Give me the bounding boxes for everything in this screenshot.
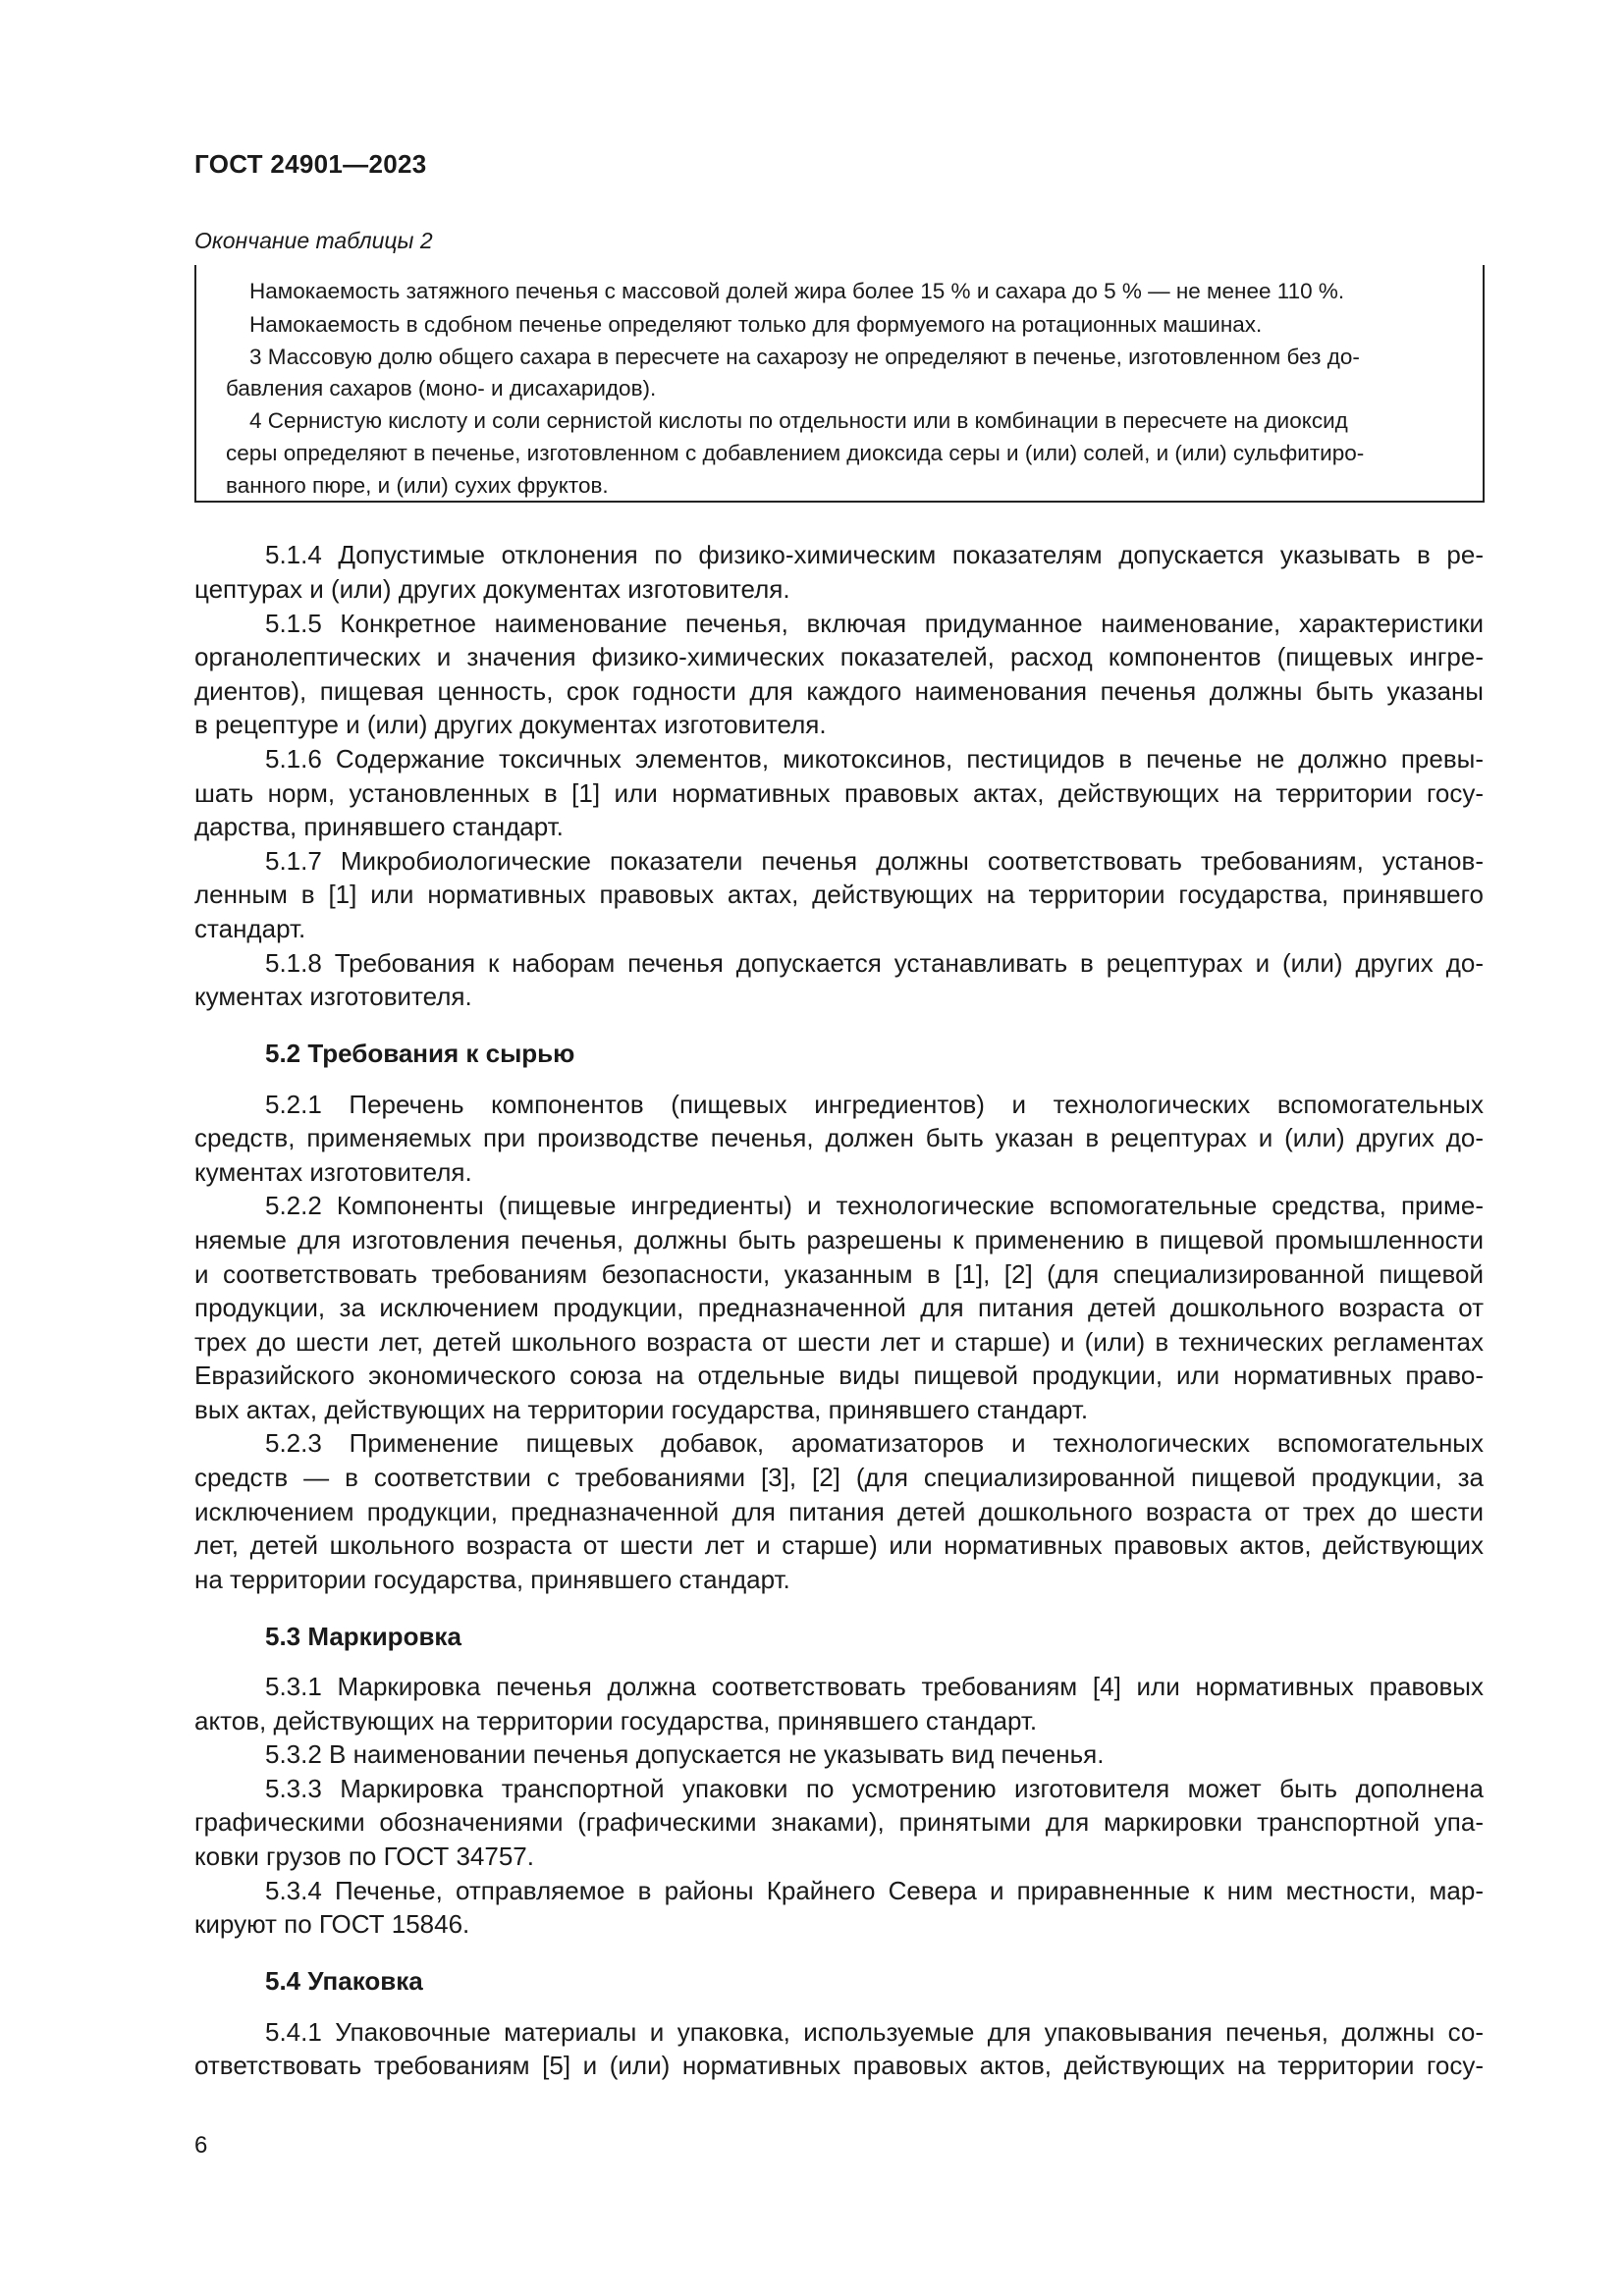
table-note-line: серы определяют в печенье, изготовленном с добавлением диоксида серы и (или) солей, и (или) сульфитиро-: [226, 441, 1365, 465]
paragraph-line: лет, детей школьного возраста от шести лет и старше) или нормативных правовых актов, действующих: [194, 1530, 1484, 1560]
table-note-line: бавления сахаров (моно- и дисахаридов).: [226, 376, 657, 400]
paragraph-line: 5.1.5 Конкретное наименование печенья, включая придуманное наименование, характеристики: [265, 609, 1484, 638]
paragraph-line: стандарт.: [194, 914, 306, 943]
paragraph-line: ленным в [1] или нормативных правовых актах, действующих на территории государства, принявшего: [194, 880, 1484, 909]
paragraph-line: на территории государства, принявшего стандарт.: [194, 1565, 790, 1594]
paragraph-line: 5.1.8 Требования к наборам печенья допускается устанавливать в рецептурах и (или) других до-: [265, 948, 1484, 978]
section-heading: 5.3 Маркировка: [265, 1622, 461, 1651]
paragraph-line: продукции, за исключением продукции, предназначенной для питания детей дошкольного возраста от: [194, 1293, 1484, 1322]
paragraph-line: кументах изготовителя.: [194, 982, 472, 1011]
document-id: ГОСТ 24901—2023: [194, 149, 427, 179]
paragraph-line: 5.1.6 Содержание токсичных элементов, микотоксинов, пестицидов в печенье не должно превы-: [265, 744, 1484, 774]
paragraph-line: ответствовать требованиям [5] и (или) нормативных правовых актов, действующих на территории госу-: [194, 2051, 1484, 2080]
paragraph-line: средств, применяемых при производстве печенья, должен быть указан в рецептурах и (или) других до-: [194, 1123, 1484, 1152]
paragraph-line: кументах изготовителя.: [194, 1157, 472, 1187]
paragraph-line: дарства, принявшего стандарт.: [194, 812, 564, 841]
table-note-line: 4 Сернистую кислоту и соли сернистой кислоты по отдельности или в комбинации в пересчете на диоксид: [249, 408, 1348, 433]
paragraph-line: ковки грузов по ГОСТ 34757.: [194, 1842, 534, 1871]
table-note-line: ванного пюре, и (или) сухих фруктов.: [226, 473, 609, 498]
paragraph-line: графическими обозначениями (графическими знаками), принятыми для маркировки транспортной упа-: [194, 1807, 1484, 1837]
paragraph-line: 5.1.7 Микробиологические показатели печенья должны соответствовать требованиям, установ-: [265, 846, 1484, 876]
paragraph-line: средств — в соответствии с требованиями [3], [2] (для специализированной пищевой продукции, за: [194, 1463, 1484, 1492]
paragraph-line: 5.4.1 Упаковочные материалы и упаковка, используемые для упаковывания печенья, должны со-: [265, 2017, 1484, 2047]
paragraph-line: няемые для изготовления печенья, должны быть разрешены к применению в пищевой промышленности: [194, 1225, 1484, 1255]
paragraph-line: в рецептуре и (или) других документах изготовителя.: [194, 710, 827, 739]
table-caption: Окончание таблицы 2: [194, 228, 433, 253]
paragraph-line: 5.2.1 Перечень компонентов (пищевых ингредиентов) и технологических вспомогательных: [265, 1090, 1484, 1119]
paragraph-line: 5.1.4 Допустимые отклонения по физико-химическим показателям допускается указывать в ре-: [265, 540, 1484, 569]
paragraph-line: актов, действующих на территории государства, принявшего стандарт.: [194, 1706, 1038, 1735]
paragraph-line: 5.3.1 Маркировка печенья должна соответствовать требованиям [4] или нормативных правовых: [265, 1672, 1484, 1701]
paragraph-line: и соответствовать требованиям безопасности, указанным в [1], [2] (для специализированной пищевой: [194, 1259, 1484, 1289]
paragraph-line: вых актах, действующих на территории государства, принявшего стандарт.: [194, 1395, 1089, 1424]
table-note-line: Намокаемость затяжного печенья с массовой долей жира более 15 % и сахара до 5 % — не менее 110 %.: [249, 279, 1345, 303]
paragraph-line: 5.3.3 Маркировка транспортной упаковки по усмотрению изготовителя может быть дополнена: [265, 1774, 1484, 1803]
paragraph-line: диентов), пищевая ценность, срок годности для каждого наименования печенья должны быть указаны: [194, 676, 1484, 706]
paragraph-line: 5.3.2 В наименовании печенья допускается не указывать вид печенья.: [265, 1739, 1105, 1769]
section-heading: 5.4 Упаковка: [265, 1966, 423, 1996]
paragraph-line: цептурах и (или) других документах изготовителя.: [194, 574, 790, 604]
paragraph-line: 5.2.3 Применение пищевых добавок, ароматизаторов и технологических вспомогательных: [265, 1428, 1484, 1458]
paragraph-line: исключением продукции, предназначенной для питания детей дошкольного возраста от трех до шести: [194, 1497, 1484, 1526]
paragraph-line: 5.2.2 Компоненты (пищевые ингредиенты) и технологические вспомогательные средства, приме-: [265, 1191, 1484, 1220]
section-heading: 5.2 Требования к сырью: [265, 1039, 575, 1068]
paragraph-line: органолептических и значения физико-химических показателей, расход компонентов (пищевых ингре-: [194, 642, 1484, 671]
paragraph-line: трех до шести лет, детей школьного возраста от шести лет и старше) и (или) в технических регламентах: [194, 1327, 1484, 1357]
paragraph-line: 5.3.4 Печенье, отправляемое в районы Крайнего Севера и приравненные к ним местности, мар-: [265, 1876, 1484, 1905]
paragraph-line: кируют по ГОСТ 15846.: [194, 1909, 470, 1939]
page-number: 6: [194, 2132, 208, 2159]
table-note-line: 3 Массовую долю общего сахара в пересчете на сахарозу не определяют в печенье, изготовленном без до-: [249, 345, 1360, 369]
paragraph-line: шать норм, установленных в [1] или нормативных правовых актах, действующих на территории госу-: [194, 778, 1484, 808]
paragraph-line: Евразийского экономического союза на отдельные виды пищевой продукции, или нормативных право-: [194, 1361, 1484, 1390]
table-note-line: Намокаемость в сдобном печенье определяют только для формуемого на ротационных машинах.: [249, 312, 1263, 337]
